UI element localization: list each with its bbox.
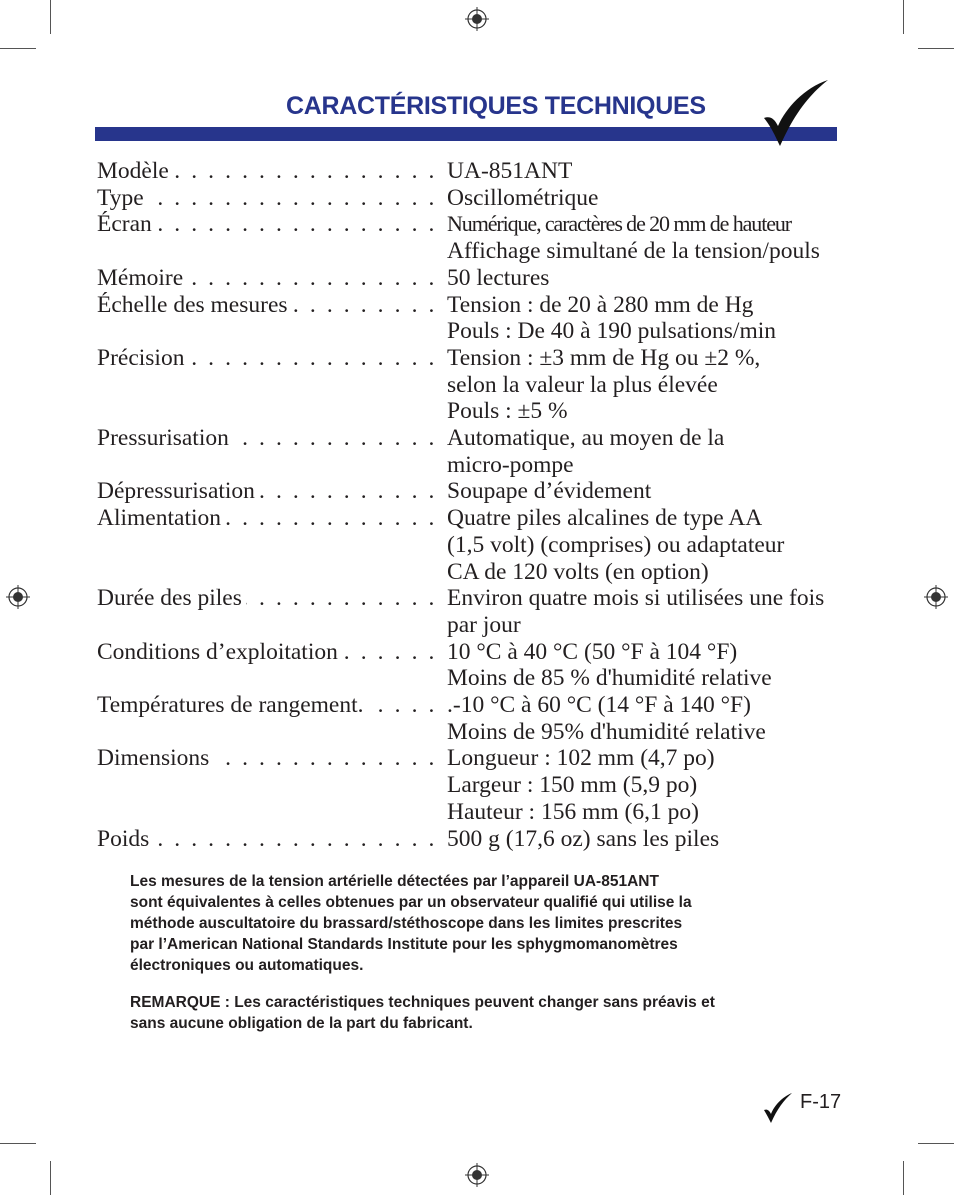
- spec-row: [97, 158, 827, 185]
- spec-value: [447, 265, 827, 292]
- registration-mark-icon: [465, 7, 489, 31]
- spec-row: [97, 185, 827, 212]
- spec-label: [97, 639, 447, 692]
- spec-value-line: Pouls : De 40 à 190 pulsations/min: [447, 318, 776, 345]
- spec-value-line: 50 lectures: [447, 264, 550, 291]
- spec-row: [97, 345, 827, 425]
- registration-mark-icon: [6, 585, 30, 609]
- spec-label-text: Précision: [97, 345, 188, 371]
- spec-label: [97, 585, 447, 638]
- crop-mark: [903, 1161, 904, 1195]
- spec-row: [97, 292, 827, 345]
- spec-value-line: CA de 120 volts (en option): [447, 558, 709, 585]
- title-bar: [95, 127, 837, 141]
- spec-value: [447, 345, 827, 425]
- spec-list: [97, 158, 827, 852]
- spec-value-line: Tension : de 20 à 280 mm de Hg: [447, 291, 754, 318]
- spec-label-text: Poids: [97, 826, 153, 852]
- spec-value-line: 10 °C à 40 °C (50 °F à 104 °F): [447, 638, 738, 665]
- spec-value: [447, 585, 827, 638]
- spec-value-line: Quatre piles alcalines de type AA: [447, 505, 763, 532]
- registration-mark-icon: [924, 585, 948, 609]
- spec-label-text: Mémoire: [97, 265, 187, 291]
- spec-label: [97, 292, 447, 345]
- spec-label-text: Dimensions: [97, 745, 213, 771]
- spec-row: [97, 585, 827, 638]
- spec-value: [447, 826, 827, 853]
- crop-mark: [50, 0, 51, 34]
- spec-label: [97, 692, 447, 745]
- spec-value-line: Environ quatre mois si utilisées une fois: [447, 585, 825, 612]
- spec-value-line: .-10 °C à 60 °C (14 °F à 140 °F): [447, 692, 751, 719]
- spec-value-line: Largeur : 150 mm (5,9 po): [447, 772, 698, 799]
- spec-label-text: Dépressurisation: [97, 478, 259, 504]
- spec-label-text: Températures de rangement.: [97, 692, 368, 718]
- spec-value: [447, 478, 827, 505]
- spec-label: [97, 158, 447, 185]
- spec-value: [447, 745, 827, 825]
- checkmark-icon: [760, 78, 832, 150]
- spec-label: [97, 265, 447, 292]
- spec-label: [97, 425, 447, 478]
- note-line: méthode auscultatoire du brassard/stéthoscope dans les limites prescrites: [130, 915, 683, 932]
- spec-row: [97, 745, 827, 825]
- spec-value-line: Moins de 85 % d'humidité relative: [447, 665, 772, 692]
- note-line: par l’American National Standards Institute pour les sphygmomanomètres: [130, 936, 678, 953]
- spec-value: [447, 692, 827, 745]
- spec-value-line: Longueur : 102 mm (4,7 po): [447, 745, 715, 772]
- spec-value-line: Oscillométrique: [447, 184, 599, 211]
- checkmark-icon: [762, 1092, 794, 1124]
- spec-row: [97, 505, 827, 585]
- spec-value-line: 500 g (17,6 oz) sans les piles: [447, 825, 720, 852]
- spec-value-line: (1,5 volt) (comprises) ou adaptateur: [447, 531, 785, 558]
- spec-value-line: Tension : ±3 mm de Hg ou ±2 %,: [447, 344, 761, 371]
- spec-value-line: Moins de 95% d'humidité relative: [447, 718, 766, 745]
- spec-label: [97, 211, 447, 264]
- spec-value: [447, 211, 827, 264]
- spec-label: [97, 345, 447, 425]
- registration-mark-icon: [465, 1163, 489, 1187]
- spec-label-text: Durée des piles: [97, 585, 246, 611]
- spec-value-line: Affichage simultané de la tension/pouls: [447, 238, 820, 265]
- crop-mark: [918, 1143, 954, 1144]
- spec-row: [97, 639, 827, 692]
- note-line: sans aucune obligation de la part du fabricant.: [130, 1015, 473, 1032]
- crop-mark: [903, 0, 904, 34]
- crop-mark: [0, 1143, 36, 1144]
- spec-row: [97, 826, 827, 853]
- spec-value-line: Numérique, caractères de 20 mm de hauteur: [447, 211, 792, 237]
- note-line: REMARQUE : Les caractéristiques techniques peuvent changer sans préavis et: [130, 994, 715, 1011]
- spec-value-line: micro-pompe: [447, 451, 574, 478]
- spec-label-text: Modèle: [97, 158, 173, 184]
- spec-label-text: Échelle des mesures: [97, 292, 292, 318]
- spec-row: [97, 425, 827, 478]
- spec-row: [97, 265, 827, 292]
- spec-label: [97, 505, 447, 585]
- spec-label-text: Écran: [97, 211, 156, 237]
- spec-label: [97, 185, 447, 212]
- spec-value: [447, 505, 827, 585]
- spec-row: [97, 692, 827, 745]
- spec-label: [97, 745, 447, 825]
- spec-value: [447, 425, 827, 478]
- spec-row: [97, 211, 827, 264]
- spec-value-line: selon la valeur la plus élevée: [447, 371, 718, 398]
- page-number: F-17: [800, 1091, 842, 1113]
- spec-value-line: Pouls : ±5 %: [447, 398, 568, 425]
- spec-label-text: Pressurisation: [97, 425, 233, 451]
- note-line: Les mesures de la tension artérielle détectées par l’appareil UA-851ANT: [130, 873, 659, 890]
- note-line: sont équivalentes à celles obtenues par un observateur qualifié qui utilise la: [130, 894, 692, 911]
- spec-value-line: Hauteur : 156 mm (6,1 po): [447, 798, 699, 825]
- spec-row: [97, 478, 827, 505]
- spec-value-line: par jour: [447, 611, 521, 638]
- spec-value-line: Automatique, au moyen de la: [447, 425, 725, 452]
- spec-value: [447, 639, 827, 692]
- remark-note: [130, 992, 810, 1034]
- accuracy-note: [130, 871, 810, 976]
- crop-mark: [918, 48, 954, 49]
- spec-value-line: Soupape d’évidement: [447, 478, 652, 505]
- crop-mark: [0, 48, 36, 49]
- spec-label: [97, 478, 447, 505]
- spec-value-line: UA-851ANT: [447, 158, 573, 184]
- page-title: CARACTÉRISTIQUES TECHNIQUES: [286, 92, 706, 120]
- spec-value: [447, 158, 827, 185]
- spec-label: [97, 826, 447, 853]
- spec-label-text: Type: [97, 185, 148, 211]
- crop-mark: [50, 1161, 51, 1195]
- spec-value: [447, 292, 827, 345]
- spec-label-text: Alimentation: [97, 505, 225, 531]
- spec-value: [447, 185, 827, 212]
- spec-label-text: Conditions d’exploitation: [97, 639, 342, 665]
- note-line: électroniques ou automatiques.: [130, 957, 364, 974]
